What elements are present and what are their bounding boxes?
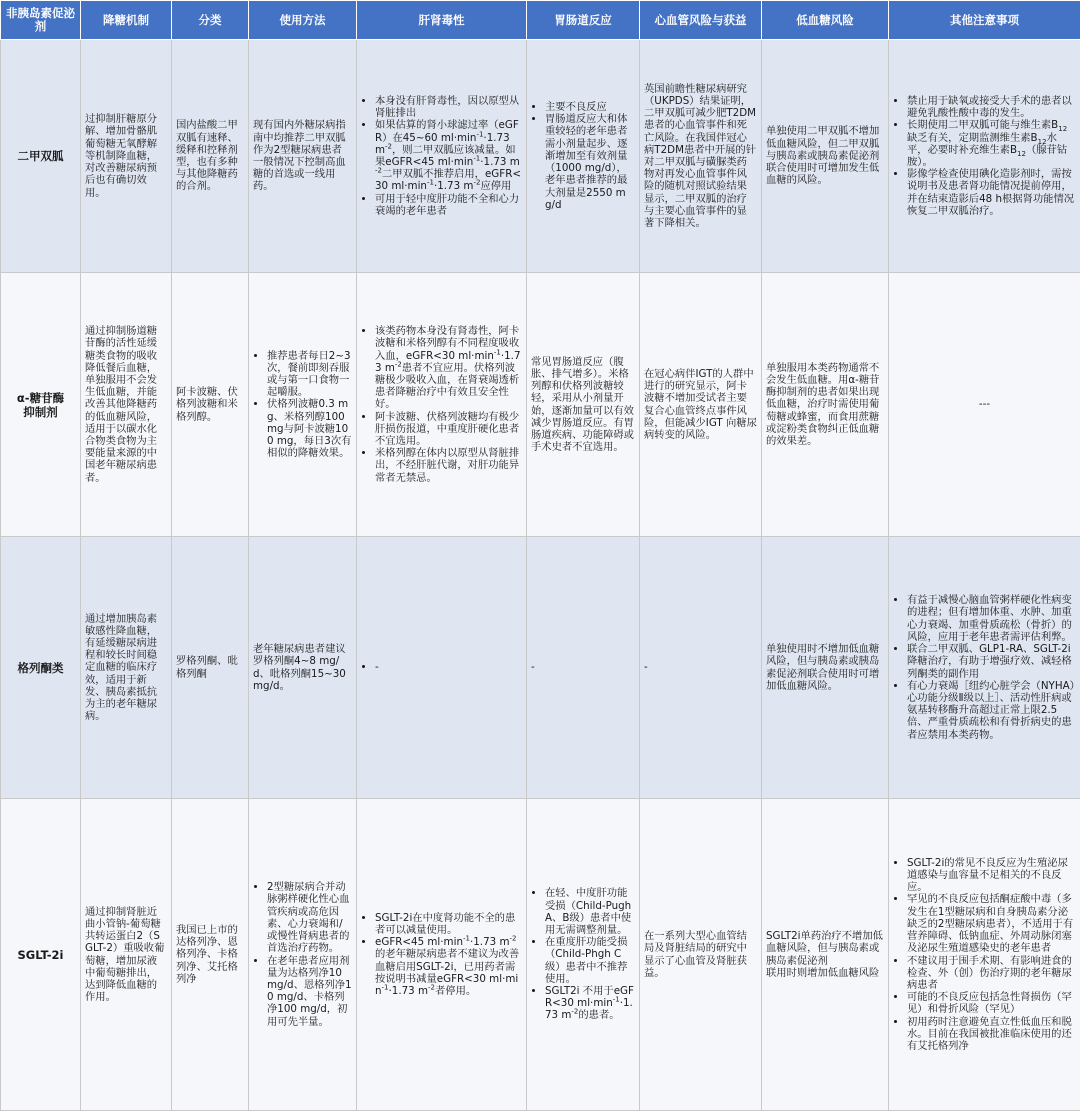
- header-usage: 使用方法: [249, 1, 357, 40]
- list-item: • SGLT-2i的常见不良反应为生殖泌尿道感染与血容量不足相关的不良反应。: [907, 857, 1076, 894]
- list-item: • 在轻、中度肝功能受损（Child-Pugh A、B级）患者中使用无需调整剂量。: [545, 887, 635, 936]
- list-item: • 罕见的不良反应包括酮症酸中毒（多发生在1型糖尿病和自身胰岛素分泌缺乏的2型糖尿病患者），不适用于有营养障碍、低钠血症、外周动脉闭塞及泌尿生殖道感染史的老年患者: [907, 893, 1076, 954]
- cell-usage: [249, 273, 357, 537]
- list-item: • 不建议用于围手术期、有影响进食的检查、外（创）伤治疗期的老年糖尿病患者: [907, 955, 1076, 992]
- cell-liver-kidney: [357, 799, 527, 1111]
- list-item: • SGLT-2i在中度肾功能不全的患者可以减量使用。: [375, 912, 522, 936]
- cell-hypoglycemia: 单独使用二甲双胍不增加低血糖风险，但二甲双胍与胰岛素或胰岛素促泌剂联合使用时可增加发生低血糖的风险。: [762, 40, 889, 273]
- cell-cv: 在一系列大型心血管结局及肾脏结局的研究中显示了心血管及肾脏获益。: [640, 799, 762, 1111]
- header-notes: 其他注意事项: [889, 1, 1080, 40]
- list-item: • 胃肠道反应大和体重较轻的老年患者需小剂量起步、逐渐增加至有效剂量（1000 mg/d），老年患者推荐的最大剂量是2550 mg/d: [545, 113, 635, 211]
- cell-gi: [527, 799, 640, 1111]
- cell-class: 罗格列酮、吡格列酮: [172, 537, 249, 799]
- cell-class: 国内盐酸二甲双胍有速释、缓释和控释剂型，也有多种与其他降糖药的合剂。: [172, 40, 249, 273]
- list-item: • 联合二甲双胍、GLP1-RA、SGLT-2i降糖治疗，有助于增强疗效、减轻格列酮类的副作用: [907, 643, 1076, 680]
- list-item: • 可用于轻中度肝功能不全和心力衰竭的老年患者: [375, 193, 522, 217]
- list-item: • 2型糖尿病合并动脉粥样硬化性心血管疾病或高危因素、心力衰竭和/或慢性肾病患者的首选治疗药物。: [267, 881, 352, 954]
- list-item: • 主要不良反应: [545, 101, 635, 113]
- table-row: [1, 40, 1080, 273]
- cell-notes: [889, 537, 1080, 799]
- cell-cv: 在冠心病伴IGT的人群中进行的研究显示，阿卡波糖不增加受试者主要复合心血管终点事件风险，但能减少IGT 向糖尿病转变的风险。: [640, 273, 762, 537]
- drug-name-metformin: 二甲双胍: [1, 40, 81, 273]
- list-item: • 该类药物本身没有肾毒性，阿卡波糖和米格列醇有不同程度吸收入血，eGFR<30 $ml\cdot\min^{-1}\cdot 1.73$ $m^{-2}$患者不宜应用。伏格列波糖极少吸收入血，在肾衰竭透析患者降糖治疗中有效且安全性好。: [375, 325, 522, 410]
- cell-notes: ---: [889, 273, 1080, 537]
- list-item: • 长期使用二甲双胍可能与维生素$B_{12}$缺乏有关，定期监测维生素$B_{12}$水平，必要时补充维生素$B_{12}$（腺苷钴胺）。: [907, 119, 1076, 168]
- list-item: • 影像学检查使用碘化造影剂时，需按说明书及患者肾功能情况提前停用，并在结束造影后48 h根据肾功能情况恢复二甲双胍治疗。: [907, 168, 1076, 217]
- cell-notes: [889, 799, 1080, 1111]
- cell-class: 我国已上市的达格列净、恩格列净、卡格列净、艾托格列净: [172, 799, 249, 1111]
- list-item: • 禁止用于缺氧或接受大手术的患者以避免乳酸性酸中毒的发生。: [907, 95, 1076, 119]
- list-item: • 米格列醇在体内以原型从肾脏排出，不经肝脏代谢，对肝功能异常者无禁忌。: [375, 447, 522, 484]
- list-item: • SGLT2i 不用于eGFR<30 $ml\cdot\min^{-1}\cdot 1.73$ $m^{-2}$的患者。: [545, 985, 635, 1022]
- cell-mechanism: 通过抑制肠道糖苷酶的活性延缓糖类食物的吸收降低餐后血糖，单独服用不会发生低血糖，并能改善其他降糖药的低血糖风险，适用于以碳水化合物类食物为主要能量来源的中国老年糖尿病患者。: [81, 273, 172, 537]
- cell-mechanism: 通过抑制肾脏近曲小管钠-葡萄糖共转运蛋白2（SGLT-2）重吸收葡萄糖，增加尿液中葡萄糖排出，达到降低血糖的作用。: [81, 799, 172, 1111]
- list-item: • eGFR<45 $ml\cdot\min^{-1}\cdot 1.73$ $m^{-2}$的老年糖尿病患者不建议为改善血糖启用SGLT-2i，已用药者需按说明书减量eGFR<30 $ml\cdot\min^{-1}\cdot 1.73$ $m^{-2}$者停用。: [375, 936, 522, 997]
- cell-gi: [527, 40, 640, 273]
- cell-usage: 现有国内外糖尿病指南中均推荐二甲双胍作为2型糖尿病患者一般情况下控制高血糖的首选或一线用药。: [249, 40, 357, 273]
- cell-hypoglycemia: SGLT2i单药治疗不增加低血糖风险，但与胰岛素或胰岛素促泌剂 联用时则增加低血糖风险: [762, 799, 889, 1111]
- cell-gi: -: [527, 537, 640, 799]
- header-liver-kidney: 肝肾毒性: [357, 1, 527, 40]
- cell-cv: 英国前瞻性糖尿病研究（UKPDS）结果证明，二甲双胍可减少肥T2DM患者的心血管事件和死亡风险。在我国伴冠心病T2DM患者中开展的针对二甲双胍与磺脲类药物对再发心血管事件风险的随机对照试验结果显示，二甲双胍的治疗与主要心血管事件的显著下降相关。: [640, 40, 762, 273]
- header-class: 分类: [172, 1, 249, 40]
- cell-cv: -: [640, 537, 762, 799]
- list-item: • 在重度肝功能受损（Child-Phgh C级）患者中不推荐使用。: [545, 936, 635, 985]
- cell-notes: [889, 40, 1080, 273]
- drug-name-sglt2i: SGLT-2i: [1, 799, 81, 1111]
- list-item: • -: [375, 661, 522, 673]
- cell-liver-kidney: [357, 273, 527, 537]
- drug-name-agi: α-糖苷酶 抑制剂: [1, 273, 81, 537]
- list-item: • 初用药时注意避免直立性低血压和脱水。目前在我国被批准临床使用的还有艾托格列净: [907, 1016, 1076, 1053]
- cell-class: 阿卡波糖、伏格列波糖和米格列醇。: [172, 273, 249, 537]
- table-row: [1, 537, 1080, 799]
- cell-hypoglycemia: 单独使用时不增加低血糖风险，但与胰岛素或胰岛素促泌剂联合使用时可增加低血糖风险。: [762, 537, 889, 799]
- header-gi: 胃肠道反应: [527, 1, 640, 40]
- cell-liver-kidney: [357, 40, 527, 273]
- list-item: • 在老年患者应用剂量为达格列净10 mg/d、恩格列净10 mg/d、卡格列净100 mg/d，初用可先半量。: [267, 955, 352, 1028]
- cell-gi: 常见胃肠道反应（腹胀、排气增多）。米格列醇和伏格列波糖较轻，采用从小剂量开始，逐渐加量可以有效减少胃肠道反应。有胃肠道疾病、功能障碍或手术史者不宜选用。: [527, 273, 640, 537]
- cell-mechanism: 过抑制肝糖原分解、增加骨骼肌葡萄糖无氧酵解等机制降血糖，对改善糖尿病预后也有确切效用。: [81, 40, 172, 273]
- header-hypoglycemia: 低血糖风险: [762, 1, 889, 40]
- header-mechanism: 降糖机制: [81, 1, 172, 40]
- cell-liver-kidney: [357, 537, 527, 799]
- list-item: • 阿卡波糖、伏格列波糖均有极少肝损伤报道，中重度肝硬化患者不宜选用。: [375, 411, 522, 448]
- table-row: [1, 273, 1080, 537]
- list-item: • 推荐患者每日2~3次，餐前即刻吞服或与第一口食物一起嚼服。: [267, 350, 352, 399]
- cell-hypoglycemia: 单独服用本类药物通常不会发生低血糖。用α-糖苷酶抑制剂的患者如果出现低血糖，治疗时需使用葡萄糖或蜂蜜，而食用蔗糖或淀粉类食物纠正低血糖的效果差。: [762, 273, 889, 537]
- list-item: • 如果估算的肾小球滤过率（eGFR）在45~60 $ml\cdot\min^{-1}\cdot 1.73$ $m^{-2}$，则二甲双胍应该减量。如果eGFR<45 $ml\cdot\min^{-1}\cdot 1.73$ $m^{-2}$二甲双胍不推荐启用，eGFR<30 $ml\cdot\min^{-1}\cdot 1.73$ $m^{-2}$应停用: [375, 119, 522, 192]
- cell-mechanism: 通过增加胰岛素敏感性降血糖，有延缓糖尿病进程和较长时间稳定血糖的临床疗效，适用于新发、胰岛素抵抗为主的老年糖尿病。: [81, 537, 172, 799]
- list-item: • 伏格列波糖0.3 mg、米格列醇100 mg与阿卡波糖100 mg，每日3次有相似的降糖效果。: [267, 398, 352, 459]
- drug-name-tzd: 格列酮类: [1, 537, 81, 799]
- cell-usage: 老年糖尿病患者建议罗格列酮4~8 mg/d、吡格列酮15~30mg/d。: [249, 537, 357, 799]
- cell-usage: [249, 799, 357, 1111]
- header-cv: 心血管风险与获益: [640, 1, 762, 40]
- list-item: • 可能的不良反应包括急性肾损伤（罕见）和骨折风险（罕见）: [907, 991, 1076, 1015]
- header-row: [1, 1, 1080, 40]
- list-item: • 本身没有肝肾毒性，因以原型从肾脏排出: [375, 95, 522, 119]
- list-item: • 有心力衰竭［纽约心脏学会（NYHA）心功能分级Ⅱ级以上］、活动性肝病或氨基转移酶升高超过正常上限2.5倍、严重骨质疏松和有骨折病史的患者应禁用本类药物。: [907, 680, 1076, 741]
- header-drug: 非胰岛素促泌剂: [1, 1, 81, 40]
- list-item: • 有益于减慢心脑血管粥样硬化性病变的进程；但有增加体重、水肿、加重心力衰竭、加重骨质疏松（骨折）的风险，应用于老年患者需评估利弊。: [907, 594, 1076, 643]
- table-row: [1, 799, 1080, 1111]
